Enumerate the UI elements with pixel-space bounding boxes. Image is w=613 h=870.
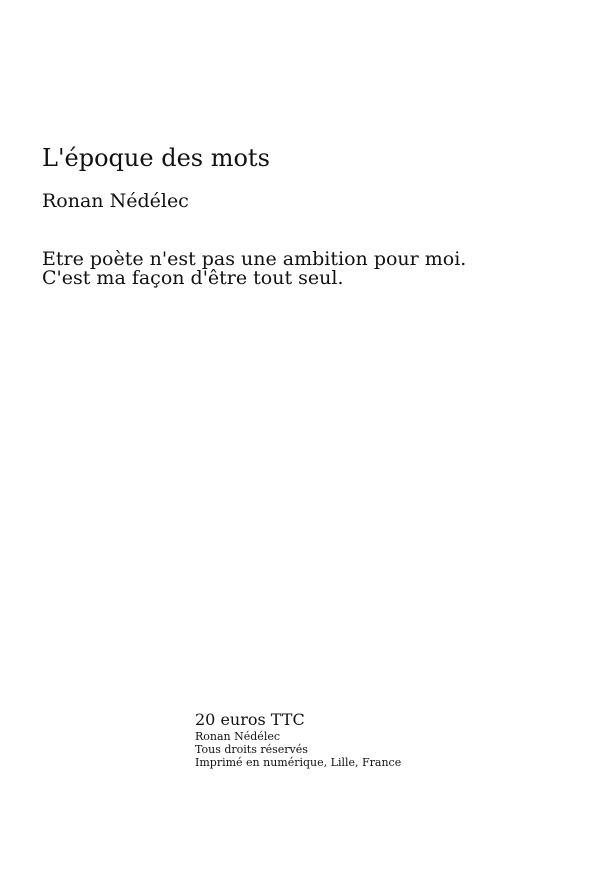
epigraph-line-2: C'est ma façon d'être tout seul. [42,267,344,289]
colophon-author: Ronan Nédélec [195,730,281,743]
epigraph-line-1: Etre poète n'est pas une ambition pour moi. [42,248,467,270]
book-author: Ronan Nédélec [42,190,189,212]
print-notice: Imprimé en numérique, Lille, France [195,756,402,769]
rights-notice: Tous droits réservés [195,743,308,756]
colophon [195,710,401,769]
epigraph [42,250,466,288]
book-title: L'époque des mots [42,144,270,172]
price: 20 euros TTC [195,710,305,729]
